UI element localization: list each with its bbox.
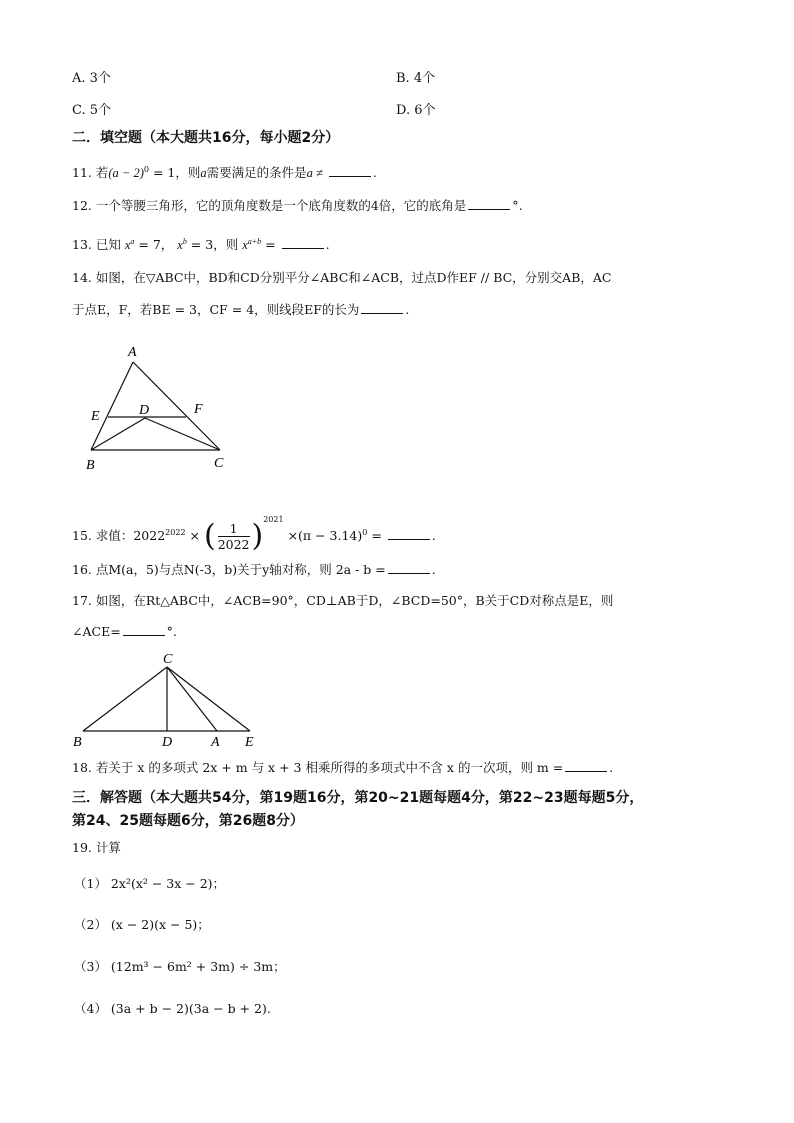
option-a: A. 3个 — [72, 71, 111, 86]
q13-ab: a+b — [247, 237, 262, 246]
q15-answer-blank[interactable] — [388, 527, 430, 540]
q14-line2-text: 于点E，F，若BE = 3，CF = 4，则线段EF的长为 — [72, 302, 360, 317]
question-15 — [72, 500, 436, 556]
label-d: D — [139, 403, 150, 418]
segment-ab — [91, 362, 133, 450]
section-2-heading: 二．填空题（本大题共16分，每小题2分） — [72, 130, 340, 146]
q12-end: °. — [512, 198, 523, 213]
q13-v1: = 7， — [134, 237, 174, 253]
q17-line2-text: ∠ACE= — [72, 624, 121, 639]
q15-numerator: 1 — [218, 521, 250, 537]
q18-text: 18. 若关于 x 的多项式 2x + m 与 x + 3 相乘所得的多项式中不含 x 的一次项，则 m = — [72, 760, 564, 775]
option-c: C. 5个 — [72, 103, 112, 118]
question-19-part-2: （2） (x − 2)(x − 5)； — [74, 917, 210, 932]
q18-answer-blank[interactable] — [565, 759, 607, 772]
section-3-heading-line-2: 第24、25题每题6分，第26题8分） — [72, 813, 304, 829]
q16-end: . — [431, 562, 436, 577]
label-d: D — [162, 735, 173, 750]
section-3-heading-line-1: 三．解答题（本大题共54分，第19题16分，第20~21题每题4分，第22~23题每题5分， — [72, 790, 644, 806]
label-f: F — [194, 402, 203, 417]
q14-end: . — [405, 302, 410, 317]
q11-mid: 需要满足的条件是 — [206, 165, 307, 181]
question-12 — [72, 197, 523, 215]
segment-cb — [83, 667, 167, 731]
question-19-part-3: （3） (12m³ − 6m² + 3m) ÷ 3m； — [74, 959, 286, 974]
q12-answer-blank[interactable] — [468, 197, 510, 210]
q15-paren-open: ( — [203, 518, 216, 554]
q15-eq: = — [367, 528, 382, 543]
q14-answer-blank[interactable] — [361, 301, 403, 314]
q11-pre: 若 — [95, 165, 109, 181]
question-11 — [72, 161, 377, 182]
q13-number: 13. 已知 — [72, 237, 121, 253]
option-d: D. 6个 — [396, 103, 436, 118]
q13-x1: x — [124, 238, 131, 253]
q13-x2: x — [177, 238, 183, 253]
q15-pre: 15. 求值：2022 — [72, 528, 166, 543]
question-17-line-2 — [72, 623, 177, 641]
q15-exp2: 2021 — [263, 515, 284, 524]
label-a: A — [128, 345, 137, 360]
label-e: E — [245, 735, 254, 750]
q16-text: 16. 点M(a，5)与点N(-3，b)关于y轴对称，则 2a - b = — [72, 562, 386, 577]
q13-v2: = 3，则 — [186, 237, 239, 253]
q13-v3: = — [261, 237, 276, 253]
q15-end: . — [431, 528, 436, 543]
question-14-line-2 — [72, 301, 409, 319]
label-a: A — [211, 735, 220, 750]
q13-x3: x — [242, 238, 248, 253]
q16-answer-blank[interactable] — [388, 561, 430, 574]
q15-denominator: 2022 — [217, 537, 250, 552]
figure-right-triangle — [70, 648, 270, 752]
question-19-title: 19. 计算 — [72, 840, 121, 855]
q13-end: . — [325, 237, 330, 253]
label-c: C — [163, 652, 173, 667]
q11-var: a — [200, 166, 207, 181]
q15-exp1: 2022 — [165, 527, 186, 537]
q11-answer-blank[interactable] — [329, 164, 371, 177]
label-e: E — [91, 409, 100, 424]
question-19-part-1: （1） 2x²(x² − 3x − 2)； — [74, 876, 226, 891]
q13-b: b — [182, 237, 187, 246]
q13-answer-blank[interactable] — [282, 236, 324, 249]
q12-text: 12. 一个等腰三角形，它的顶角度数是一个底角度数的4倍，它的底角是 — [72, 198, 467, 213]
label-b: B — [73, 735, 82, 750]
q17-answer-blank[interactable] — [123, 623, 165, 636]
segment-cd — [145, 418, 220, 450]
q13-a: a — [130, 237, 135, 246]
q11-exponent: 0 — [143, 165, 149, 174]
q15-times: × — [185, 528, 200, 543]
question-16 — [72, 561, 436, 579]
question-19-part-4: （4） (3a + b − 2)(3a − b + 2). — [74, 1001, 271, 1016]
label-b: B — [86, 458, 95, 473]
q18-end: . — [609, 760, 614, 775]
q17-end: °. — [166, 624, 177, 639]
segment-ce — [167, 667, 250, 731]
q11-number: 11. — [72, 165, 92, 181]
q15-paren-close: ) — [251, 518, 264, 554]
q11-expr: (a − 2) — [108, 166, 144, 181]
figure-triangle-abc — [80, 340, 240, 475]
q15-exp3: 0 — [362, 527, 368, 537]
question-13 — [72, 233, 330, 254]
question-17-line-1: 17. 如图，在Rt△ABC中，∠ACB=90°，CD⊥AB于D，∠BCD=50°，B关于CD对称点是E，则 — [72, 593, 614, 608]
question-14-line-1: 14. 如图，在▽ABC中，BD和CD分别平分∠ABC和∠ACB，过点D作EF // BC，分别交AB，AC — [72, 270, 612, 285]
q11-eq: = 1，则 — [149, 165, 201, 181]
label-c: C — [214, 456, 224, 471]
q15-rest: ×(π − 3.14) — [287, 528, 363, 543]
segment-ca — [167, 667, 217, 731]
q11-cond: a ≠ — [306, 166, 323, 181]
q15-fraction — [218, 521, 250, 552]
option-b: B. 4个 — [396, 71, 436, 86]
question-18 — [72, 759, 613, 777]
q11-end: . — [372, 165, 377, 181]
